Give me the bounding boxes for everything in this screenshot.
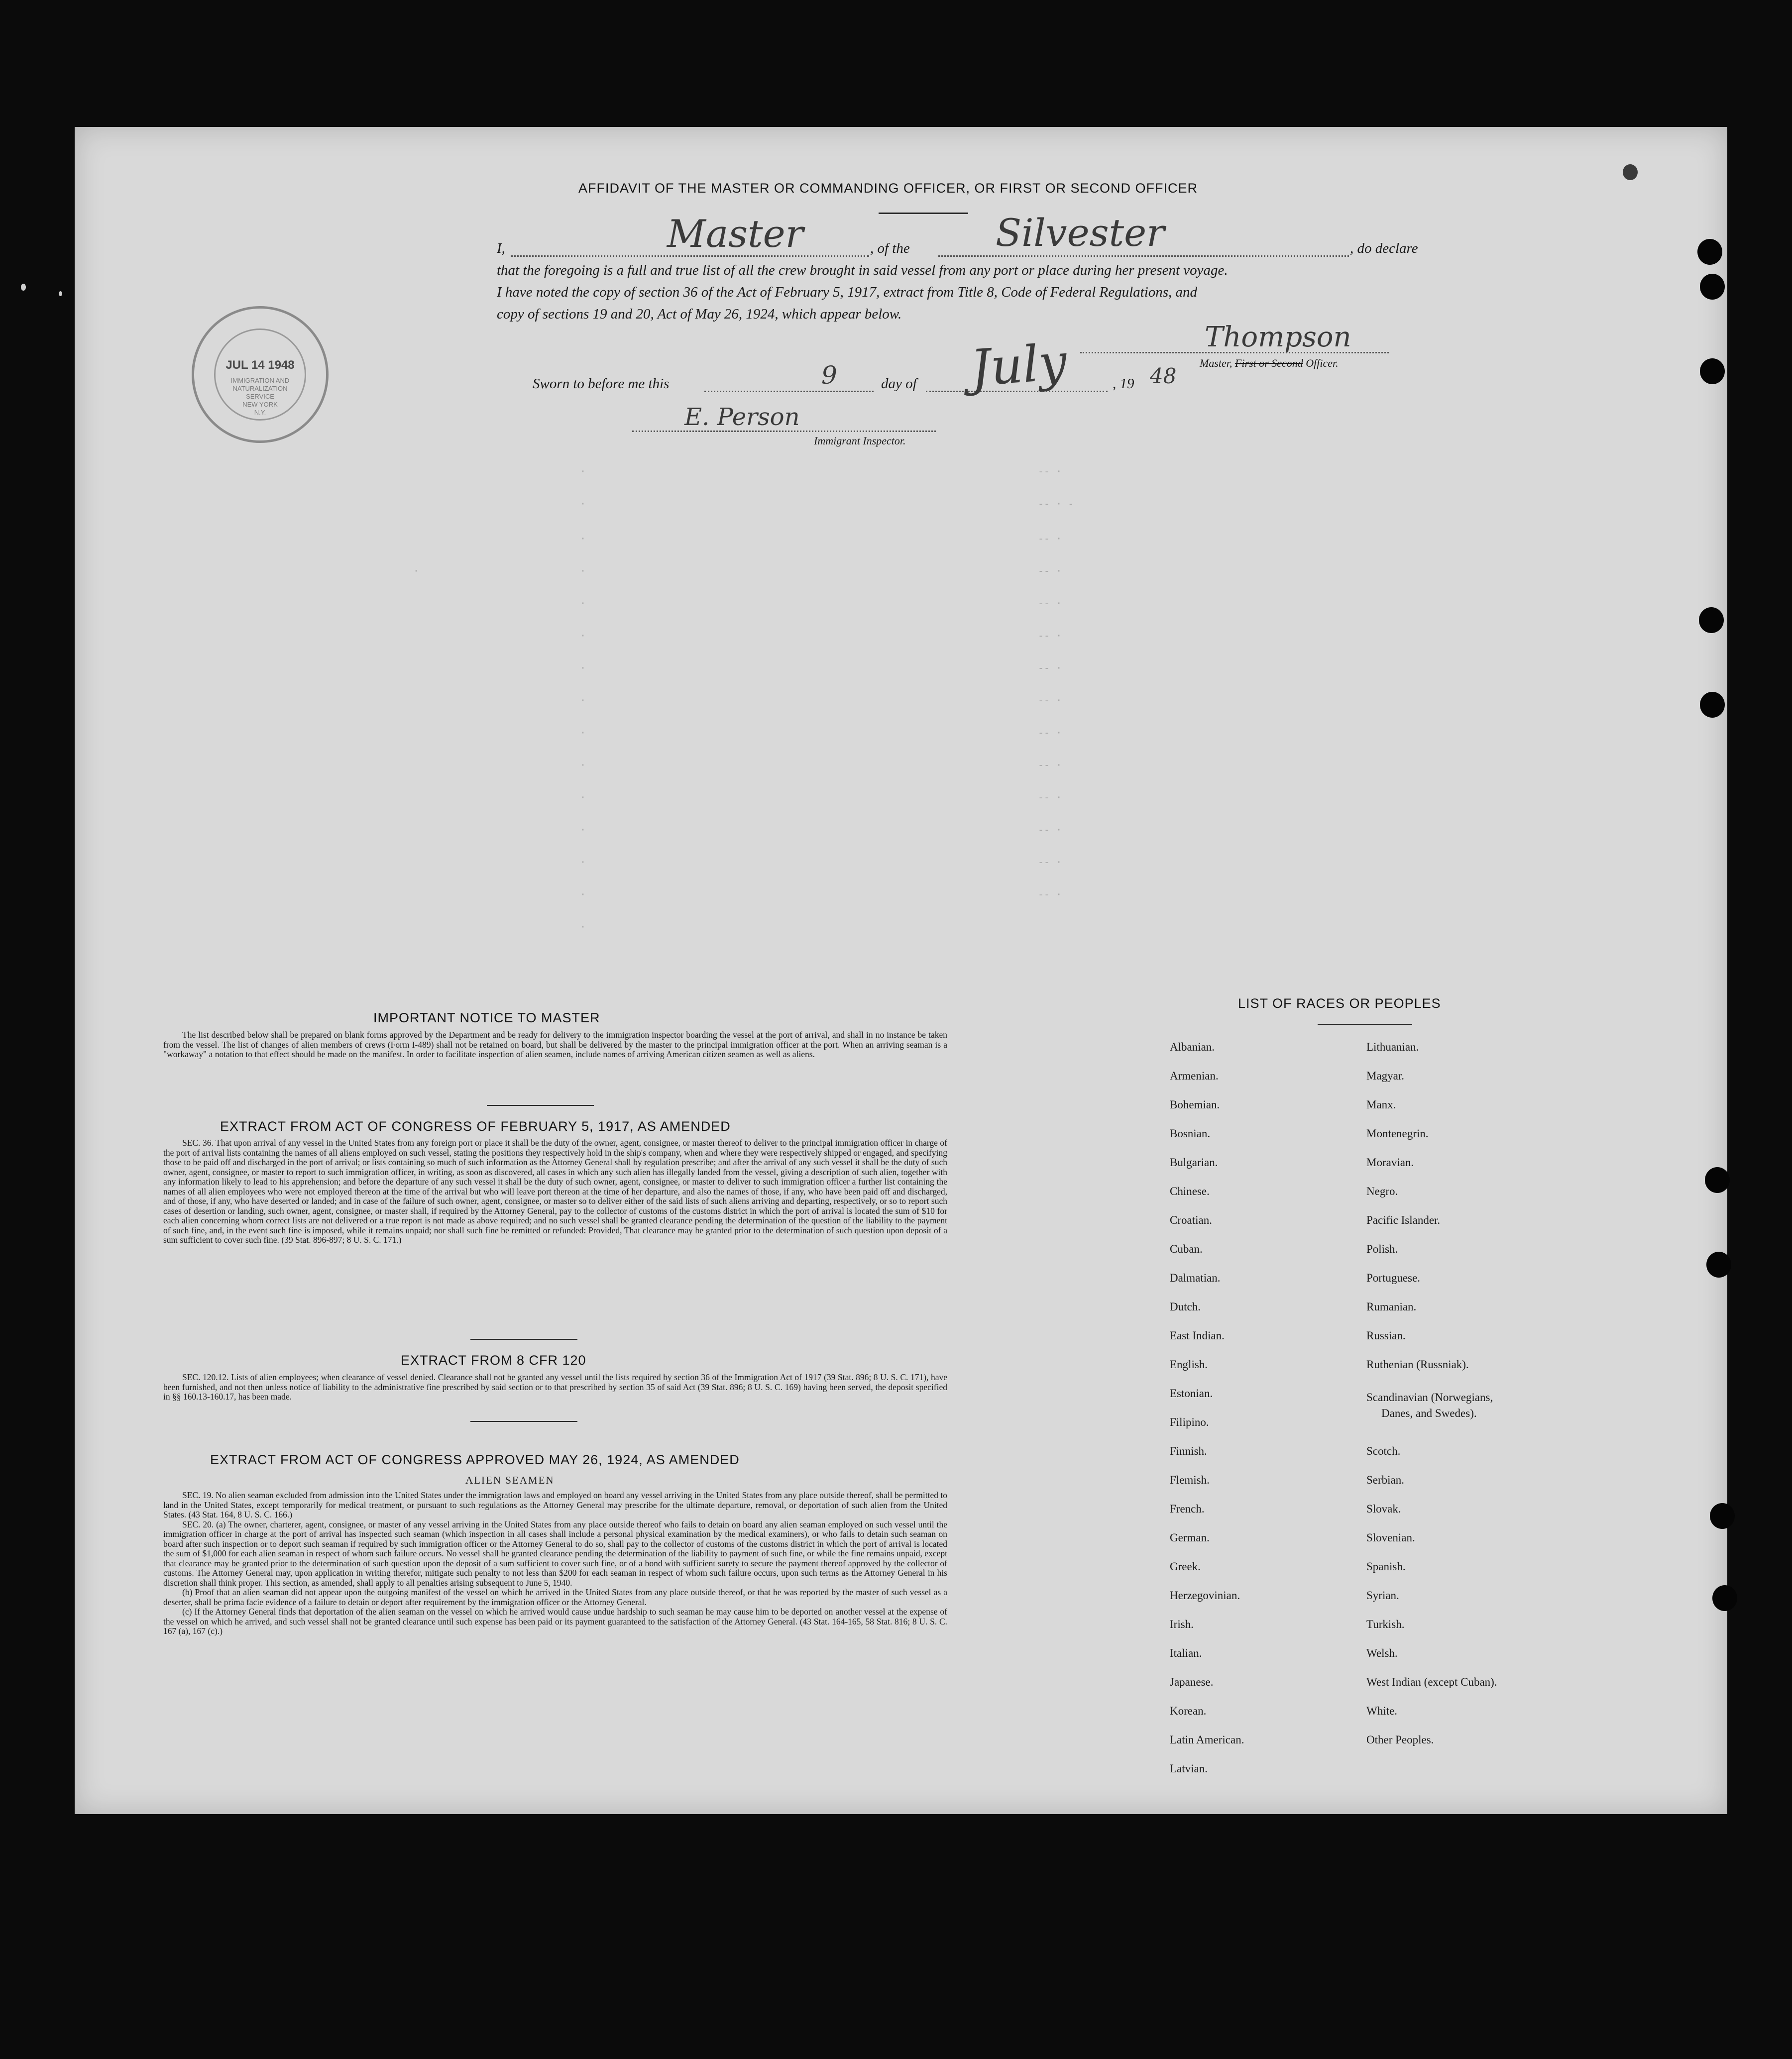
race-item: Pacific Islander. <box>1366 1214 1441 1226</box>
extract-1917-paragraph: SEC. 36. That upon arrival of any vessel in the United States from any foreign port or place it shall be the duty of the owner, agent, consignee, or master thereof to deliver to the principal immigration officer in charge of the port of arrival lists containing the names of all aliens employed on such vessel, stating the positions they respectively hold in the ship's company, when and where they were respectively shipped or engaged, and specifying those to be paid off and discharged in the port of arrival; or lists containing so much of such information as the Attorney General shall by regulation prescribe; and after the arrival of any such vessel it shall be the duty of such owner, agent, consignee, or master to report to such immigration officer, in writing, as soon as discovered, all cases in which any such alien has illegally landed from the vessel, giving a description of such alien, together with any information likely to lead to his apprehension; and before the departure of any such vessel it shall be the duty of such owner, agent, consignee, or master to deliver to such immigration officer a further list containing the names of all alien employees who were not employed thereon at the time of the arrival but who will leave port thereon at the time of her departure, and also the names of those, if any, who have been paid off and discharged, and of those, if any, who have deserted or landed; and in case of the failure of such owner, agent, consignee, or master so to deliver either of the said lists of such aliens arriving and departing, respectively, or so to report such cases of desertion or landing, such owner, agent, consignee, or master shall, if required by the Attorney General, pay to the collector of customs of the customs district in which the port of arrival is located the sum of $10 for each alien concerning whom correct lists are not delivered or a true report is not made as above required; and no such vessel shall be granted clearance pending the determination of the question of the liability to the payment of such fine, and, in the event such fine is imposed, while it remains unpaid; nor shall such fine be remitted or refunded: Provided, That clearance may be granted prior to the determination of such question upon deposit of a sum sufficient to cover such fine. (39 Stat. 896-897; 8 U. S. C. 171.) <box>163 1138 947 1245</box>
affidavit-do-declare: , do declare <box>1350 240 1418 256</box>
race-item: Dutch. <box>1170 1300 1201 1313</box>
race-item: Chinese. <box>1170 1185 1210 1197</box>
race-item: Serbian. <box>1366 1474 1405 1486</box>
inspector-line <box>632 431 936 432</box>
race-item: Polish. <box>1366 1243 1398 1255</box>
race-item: Albanian. <box>1170 1041 1215 1053</box>
bleed-through-mark: · <box>580 498 586 510</box>
race-item: Estonian. <box>1170 1387 1213 1400</box>
extract-1924-subtitle: ALIEN SEAMEN <box>465 1474 555 1486</box>
inspection-stamp <box>192 306 329 443</box>
race-item: Scandinavian (Norwegians, <box>1366 1391 1493 1404</box>
race-item: Cuban. <box>1170 1243 1203 1255</box>
extract-1917-rule <box>470 1339 577 1340</box>
race-item: Scotch. <box>1366 1445 1401 1457</box>
bleed-through-mark: -- · <box>1038 759 1062 771</box>
race-item: Greek. <box>1170 1560 1201 1573</box>
stamp-line-3: SERVICE <box>246 393 274 400</box>
race-item: Slovenian. <box>1366 1531 1415 1544</box>
bleed-through-mark: -- · - <box>1038 498 1074 510</box>
extract-1924-sec19: SEC. 19. No alien seaman excluded from admission into the United States under the immigration laws and employed on board any vessel arriving in the United States from any place outside thereof, shall be permitted to land in the United States, except temporarily for medical treatment, or pursuant to such regulations as the Attorney General may prescribe for the ultimate departure, removal, or deportation of such alien from the United States. (43 Stat. 164, 8 U. S. C. 166.) <box>163 1490 947 1519</box>
race-item: Filipino. <box>1170 1416 1209 1428</box>
bleed-through-mark: · <box>413 565 420 577</box>
affidavit-line-4: copy of sections 19 and 20, Act of May 26, 1924, which appear below. <box>497 306 902 322</box>
bleed-through-mark: · <box>580 533 586 544</box>
race-item: Bosnian. <box>1170 1127 1211 1140</box>
stamp-line-4: NEW YORK <box>242 401 278 408</box>
scan-artifact-dot <box>59 291 62 296</box>
bleed-through-mark: · <box>580 759 586 771</box>
races-rule <box>1318 1024 1412 1025</box>
race-item: Rumanian. <box>1366 1300 1417 1313</box>
affidavit-line-3: I have noted the copy of section 36 of the Act of February 5, 1917, extract from Title 8, Code of Federal Regulations, and <box>497 284 1198 300</box>
extract-1924-sec20b: (b) Proof that an alien seaman did not appear upon the outgoing manifest of the vessel on which he arrived in the United States from any place outside thereof, or that he was reported by the master of such vessel as a deserter, shall be prima facie evidence of a failure to detain or deport after requirement by the immigration officer or the Attorney General. <box>163 1587 947 1607</box>
affidavit-title-rule <box>879 213 968 214</box>
day-line <box>704 391 874 392</box>
race-item: Irish. <box>1170 1618 1194 1630</box>
year-prefix: , 19 <box>1113 376 1134 392</box>
sworn-text: Sworn to before me this <box>533 376 670 392</box>
race-item: German. <box>1170 1531 1210 1544</box>
handwritten-vessel: Silvester <box>996 211 1165 255</box>
race-item: Manx. <box>1366 1098 1396 1111</box>
affidavit-line-2: that the foregoing is a full and true list of all the crew brought in said vessel from any port or place during her present voyage. <box>497 262 1228 278</box>
race-item: Danes, and Swedes). <box>1381 1407 1477 1419</box>
race-item: Armenian. <box>1170 1070 1219 1082</box>
extract-1917-text <box>163 1138 947 1245</box>
race-item: East Indian. <box>1170 1329 1225 1342</box>
race-item: Japanese. <box>1170 1676 1214 1688</box>
race-item: Slovak. <box>1366 1503 1401 1515</box>
extract-8cfr-title: EXTRACT FROM 8 CFR 120 <box>401 1353 586 1368</box>
stamp-line-5: N.Y. <box>254 409 266 416</box>
bleed-through-mark: · <box>580 727 586 739</box>
affidavit-i: I, <box>497 240 505 256</box>
extract-1924-sec20c: (c) If the Attorney General finds that deportation of the alien seaman on the vessel on which he arrived would cause undue hardship to such seaman he may cause him to be deported on another vessel at the expense of the vessel on which he arrived, and such vessel shall not be granted clearance until such expense has been paid or its payment guaranteed to the satisfaction of the Attorney General. (43 Stat. 164-165, 58 Stat. 816; 8 U. S. C. 167 (a), 167 (c).) <box>163 1607 947 1636</box>
extract-1924-title: EXTRACT FROM ACT OF CONGRESS APPROVED MAY 26, 1924, AS AMENDED <box>210 1452 740 1467</box>
race-item: Bohemian. <box>1170 1098 1220 1111</box>
bleed-through-mark: · <box>580 888 586 900</box>
bleed-through-mark: -- · <box>1038 533 1062 544</box>
handwritten-signature: Thompson <box>1205 321 1351 353</box>
race-item: Herzegovinian. <box>1170 1589 1240 1602</box>
race-item: Welsh. <box>1366 1647 1398 1659</box>
race-item: Latvian. <box>1170 1762 1208 1775</box>
extract-1924-text <box>163 1491 947 1636</box>
bleed-through-mark: -- · <box>1038 791 1062 803</box>
punch-hole <box>1705 1167 1730 1193</box>
inspector-caption: Immigrant Inspector. <box>814 434 906 447</box>
stamp-line-2: NATURALIZATION <box>232 385 288 392</box>
race-item: West Indian (except Cuban). <box>1366 1676 1497 1688</box>
bleed-through-mark: -- · <box>1038 888 1062 900</box>
stamp-date: JUL 14 1948 <box>225 358 295 372</box>
bleed-through-mark: -- · <box>1038 597 1062 609</box>
notice-title: IMPORTANT NOTICE TO MASTER <box>373 1010 600 1025</box>
punch-hole <box>1699 607 1724 633</box>
extract-8cfr-rule <box>470 1421 577 1422</box>
notice-text <box>163 1030 947 1060</box>
bleed-through-mark: -- · <box>1038 565 1062 577</box>
race-item: Negro. <box>1366 1185 1398 1197</box>
extract-8cfr-text <box>163 1373 947 1402</box>
signature-caption-struck: First or Second <box>1234 357 1303 369</box>
race-item: Ruthenian (Russniak). <box>1366 1358 1469 1371</box>
document-page <box>75 127 1727 1814</box>
extract-8cfr-paragraph: SEC. 120.12. Lists of alien employees; when clearance of vessel denied. Clearance shall not be granted any vessel until the lists required by section 36 of the Immigration Act of 1917 (39 Stat. 896; 8 U. S. C. 171), have been furnished, and not then unless notice of liability to the administrative fine prescribed by said section or to that prescribed by section 35 of said Act (39 Stat. 896; 8 U. S. C. 169) having been served, the deposit specified in §§ 160.13-160.17, has been made. <box>163 1372 947 1402</box>
race-item: Turkish. <box>1366 1618 1405 1630</box>
notice-paragraph: The list described below shall be prepared on blank forms approved by the Department and be ready for delivery to the immigration inspector boarding the vessel at the port of arrival, and shall in no instance be taken from the vessel. The list of changes of alien members of crews (Form I-489) shall not be retained on board, but shall be delivered by the master to the principal immigration officer at the port. When an arriving seaman is a "workaway" a notation to that effect should be made on the manifest. In order to facilitate inspection of alien seamen, include names of arriving American citizen seamen as well as aliens. <box>163 1030 947 1059</box>
bleed-through-mark: · <box>580 565 586 577</box>
handwritten-day: 9 <box>821 361 837 390</box>
race-item: Portuguese. <box>1366 1272 1420 1284</box>
bleed-through-mark: · <box>580 465 586 477</box>
punch-hole <box>1700 274 1725 300</box>
scan-artifact-dot <box>21 284 26 291</box>
race-item: Flemish. <box>1170 1474 1210 1486</box>
signature-caption <box>1200 356 1339 371</box>
signature-caption-officer: Officer. <box>1303 357 1339 369</box>
extract-1924-sec20a: SEC. 20. (a) The owner, charterer, agent, consignee, or master of any vessel arriving in the United States from any place outside thereof who fails to detain on board any alien seaman employed on such vessel until the immigration officer in charge at the port of arrival has inspected such seaman (which inspection in all cases shall include a personal physical examination by the medical examiners), or who fails to detain such seaman on board after such inspection or to deport such seaman if required by such immigration officer or the Attorney General to do so, shall pay to the collector of customs of the customs district in which the port of arrival is located the sum of $1,000 for each alien seaman in respect of whom such failure occurs. No vessel shall be granted clearance pending the determination of the liability to payment of such fine, or while the fine remains unpaid, except that clearance may be granted prior to the determination of such question upon the deposit of a sum sufficient to cover such fine, or of a bond with sufficient surety to secure the payment thereof approved by the collector of customs. The Attorney General may, upon application in writing therefor, mitigate such penalty to not less than $200 for each seaman in respect of whom such failure occurs, upon such terms as the Attorney General in his discretion shall think proper. This section, as amended, shall apply to all penalties arising subsequent to June 5, 1940. <box>163 1519 947 1588</box>
race-item: Bulgarian. <box>1170 1156 1218 1169</box>
affidavit-of-the: , of the <box>870 240 910 256</box>
notice-rule <box>487 1105 594 1106</box>
bleed-through-mark: · <box>580 597 586 609</box>
bleed-through-mark: · <box>580 921 586 933</box>
bleed-through-mark: -- · <box>1038 856 1062 868</box>
punch-hole <box>1623 164 1638 180</box>
race-item: Syrian. <box>1366 1589 1399 1602</box>
bleed-through-mark: -- · <box>1038 662 1062 674</box>
affidavit-title: AFFIDAVIT OF THE MASTER OR COMMANDING OFFICER, OR FIRST OR SECOND OFFICER <box>578 181 1198 196</box>
handwritten-inspector: E. Person <box>684 403 800 431</box>
punch-hole <box>1700 692 1725 718</box>
punch-hole <box>1712 1585 1737 1611</box>
handwritten-month: July <box>969 332 1069 398</box>
race-item: Magyar. <box>1366 1070 1405 1082</box>
punch-hole <box>1700 358 1725 384</box>
bleed-through-mark: -- · <box>1038 630 1062 642</box>
race-item: Korean. <box>1170 1705 1207 1717</box>
race-item: Montenegrin. <box>1366 1127 1429 1140</box>
punch-hole <box>1697 239 1722 265</box>
race-item: Dalmatian. <box>1170 1272 1221 1284</box>
race-item: White. <box>1366 1705 1397 1717</box>
bleed-through-mark: · <box>580 630 586 642</box>
race-item: Other Peoples. <box>1366 1734 1434 1746</box>
race-item: French. <box>1170 1503 1205 1515</box>
bleed-through-mark: -- · <box>1038 694 1062 706</box>
bleed-through-mark: -- · <box>1038 465 1062 477</box>
stamp-line-1: IMMIGRATION AND <box>230 377 290 384</box>
bleed-through-mark: · <box>580 856 586 868</box>
race-item: Lithuanian. <box>1366 1041 1419 1053</box>
vessel-line <box>938 255 1349 257</box>
bleed-through-mark: · <box>580 694 586 706</box>
bleed-through-mark: · <box>580 662 586 674</box>
race-item: Russian. <box>1366 1329 1406 1342</box>
race-item: Latin American. <box>1170 1734 1244 1746</box>
day-of-text: day of <box>881 376 917 392</box>
punch-hole <box>1710 1503 1735 1529</box>
extract-1917-title: EXTRACT FROM ACT OF CONGRESS OF FEBRUARY 5, 1917, AS AMENDED <box>220 1119 731 1134</box>
bleed-through-mark: -- · <box>1038 824 1062 836</box>
race-item: Croatian. <box>1170 1214 1212 1226</box>
race-item: Moravian. <box>1366 1156 1414 1169</box>
bleed-through-mark: -- · <box>1038 727 1062 739</box>
race-item: Italian. <box>1170 1647 1202 1659</box>
signature-line <box>1080 352 1389 353</box>
handwritten-rank: Master <box>667 212 803 256</box>
punch-hole <box>1706 1252 1731 1278</box>
race-item: Finnish. <box>1170 1445 1207 1457</box>
races-title: LIST OF RACES OR PEOPLES <box>1238 996 1441 1011</box>
race-item: English. <box>1170 1358 1208 1371</box>
handwritten-year: 48 <box>1150 364 1177 388</box>
signature-caption-master: Master, <box>1200 357 1235 369</box>
bleed-through-mark: · <box>580 791 586 803</box>
bleed-through-mark: · <box>580 824 586 836</box>
race-item: Spanish. <box>1366 1560 1406 1573</box>
